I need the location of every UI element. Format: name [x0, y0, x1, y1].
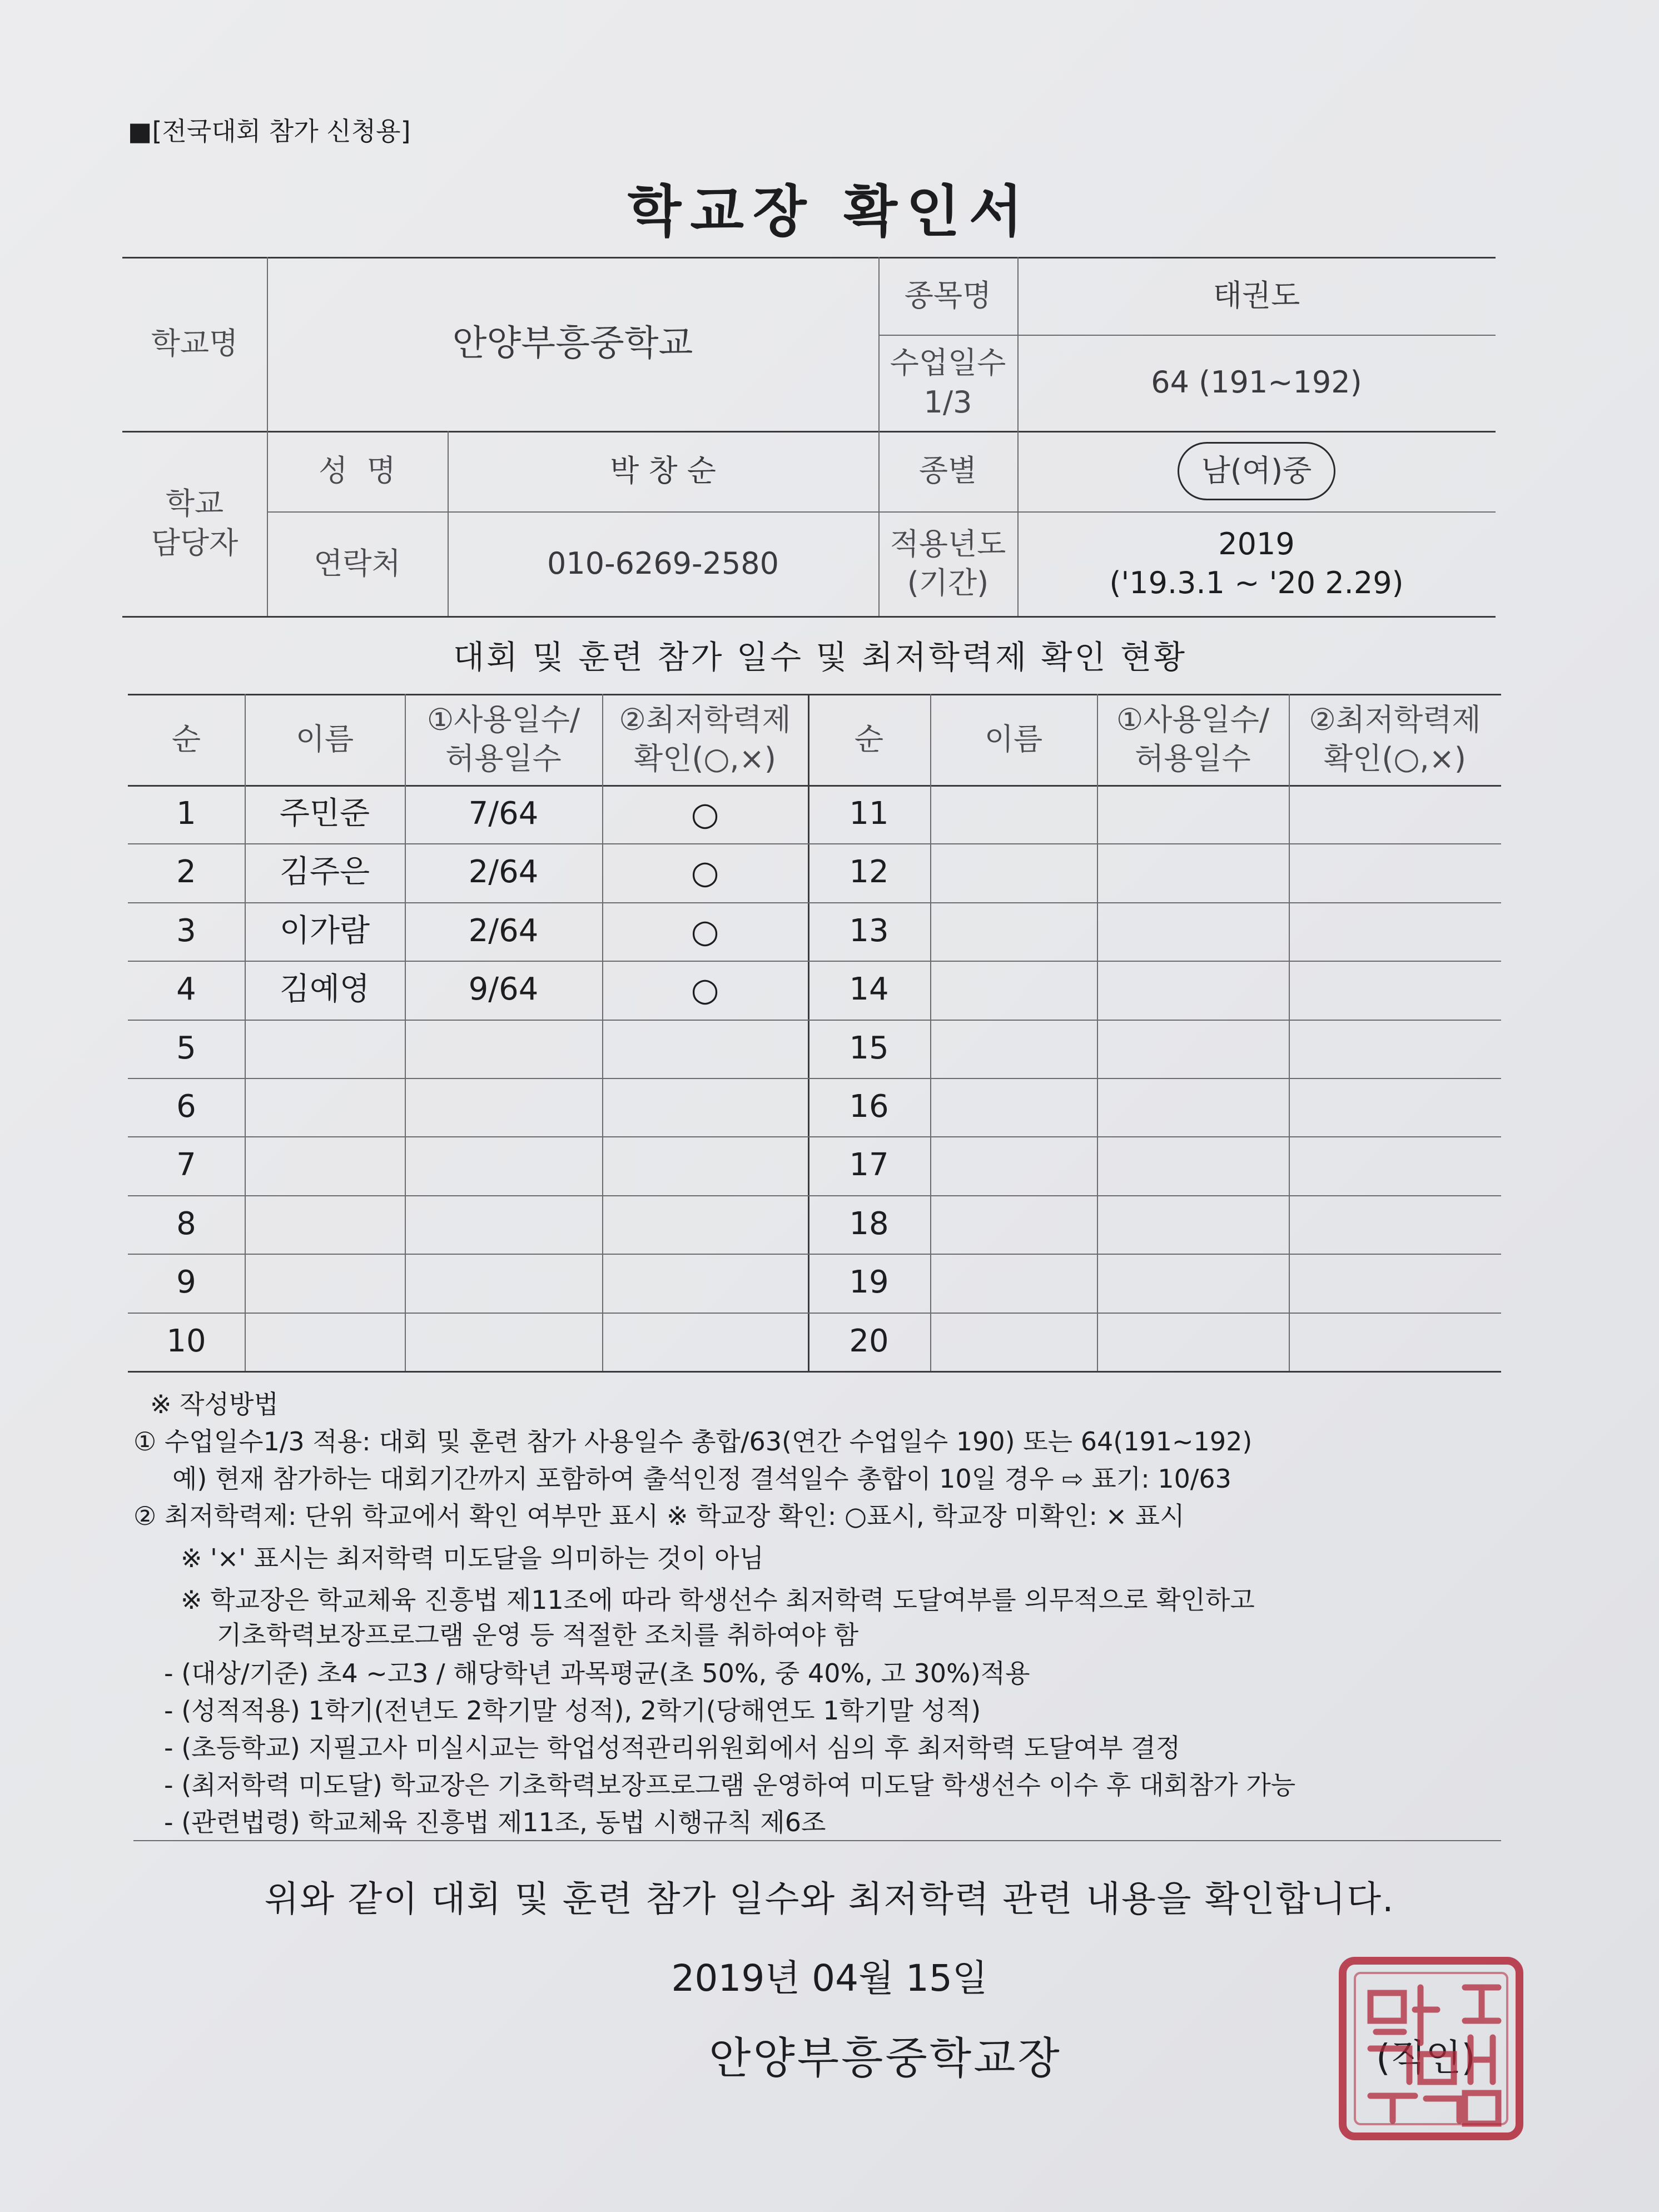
table-cell-name	[245, 1078, 405, 1136]
table-cell-empty	[1097, 902, 1289, 961]
section-title: 대회 및 훈련 참가 일수 및 최저학력제 확인 현황	[453, 638, 1188, 676]
table-cell-empty	[1289, 1136, 1501, 1195]
table-cell-no: 14	[849, 971, 889, 1008]
table-cell-check	[602, 1136, 808, 1195]
confirmation-statement: 위와 같이 대회 및 훈련 참가 일수와 최저학력 관련 내용을 확인합니다.	[264, 1879, 1395, 1920]
instructions-heading: ※ 작성방법	[150, 1389, 279, 1419]
table-cell-empty	[1289, 902, 1501, 961]
year-label-line1: 적용년도	[890, 526, 1006, 561]
instruction-line: ② 최저학력제: 단위 학교에서 확인 여부만 표시 ※ 학교장 확인: ○표시, 학교장 미확인: × 표시	[133, 1501, 1185, 1531]
instruction-line: ※ '×' 표시는 최저학력 미도달을 의미하는 것이 아님	[181, 1543, 764, 1573]
table-cell-days: 2/64	[468, 854, 539, 891]
contact-value: 010-6269-2580	[547, 545, 779, 581]
table-cell-check	[602, 1313, 808, 1371]
table-cell-name	[245, 1313, 405, 1371]
sport-value: 태권도	[1213, 277, 1300, 313]
table-cell-empty	[1289, 1254, 1501, 1312]
table-cell-no: 20	[849, 1323, 889, 1360]
year-value-line1: 2019	[1218, 526, 1295, 561]
table-cell-empty	[930, 785, 1097, 843]
table-cell-days	[405, 1254, 602, 1312]
table-cell-empty	[930, 1136, 1097, 1195]
instruction-line: 예) 현재 참가하는 대회기간까지 포함하여 출석인정 결석일수 총합이 10일 경우 ⇨ 표기: 10/63	[172, 1464, 1231, 1494]
table-cell-empty	[1097, 961, 1289, 1019]
table-cell-empty	[1097, 1078, 1289, 1136]
header-tag: ■[전국대회 참가 신청용]	[128, 116, 411, 146]
signer-name: 안양부흥중학교장	[709, 2034, 1062, 2084]
table-cell-name: 이가람	[279, 913, 370, 950]
table-cell-no: 19	[849, 1264, 889, 1301]
table-cell-no: 17	[849, 1147, 889, 1184]
table-cell-empty	[930, 1020, 1097, 1078]
table-cell-empty	[930, 1195, 1097, 1254]
table-cell-empty	[930, 843, 1097, 902]
table-cell-empty	[930, 902, 1097, 961]
table-cell-empty	[1289, 1195, 1501, 1254]
table-cell-empty	[1289, 1078, 1501, 1136]
manager-label-line1: 학교	[165, 486, 224, 521]
table-cell-empty	[1097, 1254, 1289, 1312]
table-cell-no: 5	[176, 1030, 196, 1067]
header-days-left	[405, 694, 602, 785]
class-days-label-line2: 1/3	[923, 384, 972, 420]
header-name-right: 이름	[984, 721, 1043, 757]
header-days-right-line1: ①사용일수/	[1116, 702, 1270, 737]
table-cell-check: ○	[691, 794, 719, 833]
header-check-right-line2: 확인(○,×)	[1324, 741, 1466, 776]
official-seal-stamp	[1337, 1954, 1526, 2143]
table-cell-empty	[930, 1254, 1097, 1312]
instruction-line: - (성적적용) 1학기(전년도 2학기말 성적), 2학기(당해연도 1학기말 성적)	[164, 1696, 981, 1726]
table-cell-name	[245, 1136, 405, 1195]
instruction-line: ① 수업일수1/3 적용: 대회 및 훈련 참가 사용일수 총합/63(연간 수업일수 190) 또는 64(191~192)	[133, 1426, 1253, 1457]
table-cell-check	[602, 1078, 808, 1136]
table-cell-check	[602, 1254, 808, 1312]
table-cell-days: 9/64	[468, 971, 539, 1008]
table-cell-days	[405, 1195, 602, 1254]
category-cell	[1017, 431, 1496, 511]
header-check-right	[1289, 694, 1501, 785]
table-cell-empty	[1289, 785, 1501, 843]
table-cell-empty	[1289, 1020, 1501, 1078]
table-cell-no: 13	[849, 913, 889, 950]
table-cell-empty	[1097, 843, 1289, 902]
table-cell-name: 김예영	[279, 971, 370, 1008]
table-cell-days	[405, 1078, 602, 1136]
category-value: 남(여)중	[1178, 442, 1336, 500]
header-days-right-line2: 허용일수	[1135, 741, 1251, 776]
table-cell-days	[405, 1136, 602, 1195]
table-cell-check: ○	[691, 970, 719, 1008]
table-cell-days: 2/64	[468, 913, 539, 950]
table-cell-empty	[1097, 1313, 1289, 1371]
header-days-left-line2: 허용일수	[445, 741, 562, 776]
year-label-line2: (기간)	[907, 565, 989, 600]
instruction-line: - (초등학교) 지필고사 미실시교는 학업성적관리위원회에서 심의 후 최저학력 도달여부 결정	[164, 1733, 1181, 1763]
table-cell-check	[602, 1195, 808, 1254]
table-cell-empty	[1289, 1313, 1501, 1371]
table-cell-no: 9	[176, 1264, 196, 1301]
table-cell-check: ○	[691, 912, 719, 950]
table-cell-empty	[930, 1313, 1097, 1371]
header-no-left: 순	[171, 721, 201, 757]
document-title: 학교장 확인서	[627, 179, 1032, 244]
header-check-left-line1: ②최저학력제	[619, 702, 791, 737]
sport-label: 종목명	[904, 277, 992, 313]
table-cell-check: ○	[691, 853, 719, 891]
table-cell-no: 16	[849, 1088, 889, 1125]
table-cell-name	[245, 1195, 405, 1254]
header-days-right	[1097, 694, 1289, 785]
table-cell-name: 김주은	[279, 854, 370, 891]
school-name-value: 안양부흥중학교	[452, 322, 693, 364]
table-cell-no: 4	[176, 971, 196, 1008]
table-cell-name	[245, 1020, 405, 1078]
instruction-line: - (대상/기준) 초4 ~고3 / 해당학년 과목평균(초 50%, 중 40%, 고 30%)적용	[164, 1658, 1030, 1688]
table-cell-no: 12	[849, 854, 889, 891]
header-name-left: 이름	[295, 721, 354, 757]
table-cell-empty	[1097, 785, 1289, 843]
table-cell-empty	[930, 961, 1097, 1019]
table-cell-no: 18	[849, 1206, 889, 1242]
class-days-value: 64 (191~192)	[1151, 365, 1362, 400]
instruction-line: 기초학력보장프로그램 운영 등 적절한 조치를 취하여야 함	[217, 1620, 859, 1650]
year-value	[1017, 511, 1496, 616]
table-cell-empty	[1289, 961, 1501, 1019]
table-cell-days	[405, 1313, 602, 1371]
instruction-line: - (최저학력 미도달) 학교장은 기초학력보장프로그램 운영하여 미도달 학생선수 이수 후 대회참가 가능	[164, 1770, 1296, 1800]
table-cell-name: 주민준	[279, 796, 370, 832]
header-check-right-line1: ②최저학력제	[1309, 702, 1481, 737]
table-cell-empty	[1289, 843, 1501, 902]
table-cell-empty	[930, 1078, 1097, 1136]
instruction-line: ※ 학교장은 학교체육 진흥법 제11조에 따라 학생선수 최저학력 도달여부를 의무적으로 확인하고	[181, 1585, 1255, 1615]
issue-date: 2019년 04월 15일	[671, 1957, 988, 2000]
school-name-label: 학교명	[151, 326, 239, 361]
table-cell-no: 8	[176, 1206, 196, 1242]
table-cell-no: 7	[176, 1147, 196, 1184]
year-label	[878, 511, 1017, 616]
contact-label: 연락처	[314, 545, 401, 581]
table-cell-empty	[1097, 1195, 1289, 1254]
table-cell-days: 7/64	[468, 796, 539, 832]
header-check-left	[602, 694, 808, 785]
seal-mark: (직인)	[1376, 2036, 1476, 2079]
header-check-left-line2: 확인(○,×)	[634, 741, 776, 776]
table-cell-no: 15	[849, 1030, 889, 1067]
header-days-left-line1: ①사용일수/	[426, 702, 580, 737]
category-label: 종별	[918, 453, 977, 489]
table-cell-no: 6	[176, 1088, 196, 1125]
name-label: 성 명	[319, 453, 396, 489]
table-cell-no: 1	[176, 796, 196, 832]
class-days-label	[878, 335, 1017, 431]
header-no-right: 순	[854, 721, 884, 757]
table-cell-name	[245, 1254, 405, 1312]
table-cell-empty	[1097, 1136, 1289, 1195]
table-cell-days	[405, 1020, 602, 1078]
year-value-line2: ('19.3.1 ~ '20 2.29)	[1109, 565, 1404, 600]
table-cell-no: 11	[849, 796, 889, 832]
table-cell-no: 3	[176, 913, 196, 950]
manager-label-line2: 담당자	[151, 525, 239, 560]
table-cell-no: 10	[166, 1323, 206, 1360]
instruction-line: - (관련법령) 학교체육 진흥법 제11조, 동법 시행규칙 제6조	[164, 1807, 826, 1837]
manager-label	[122, 431, 267, 616]
name-value: 박 창 순	[610, 453, 716, 489]
table-cell-empty	[1097, 1020, 1289, 1078]
table-cell-check	[602, 1020, 808, 1078]
seal-stamp-icon	[1337, 1954, 1526, 2143]
class-days-label-line1: 수업일수	[890, 345, 1006, 381]
table-cell-no: 2	[176, 854, 196, 891]
notes-divider	[133, 1840, 1501, 1841]
